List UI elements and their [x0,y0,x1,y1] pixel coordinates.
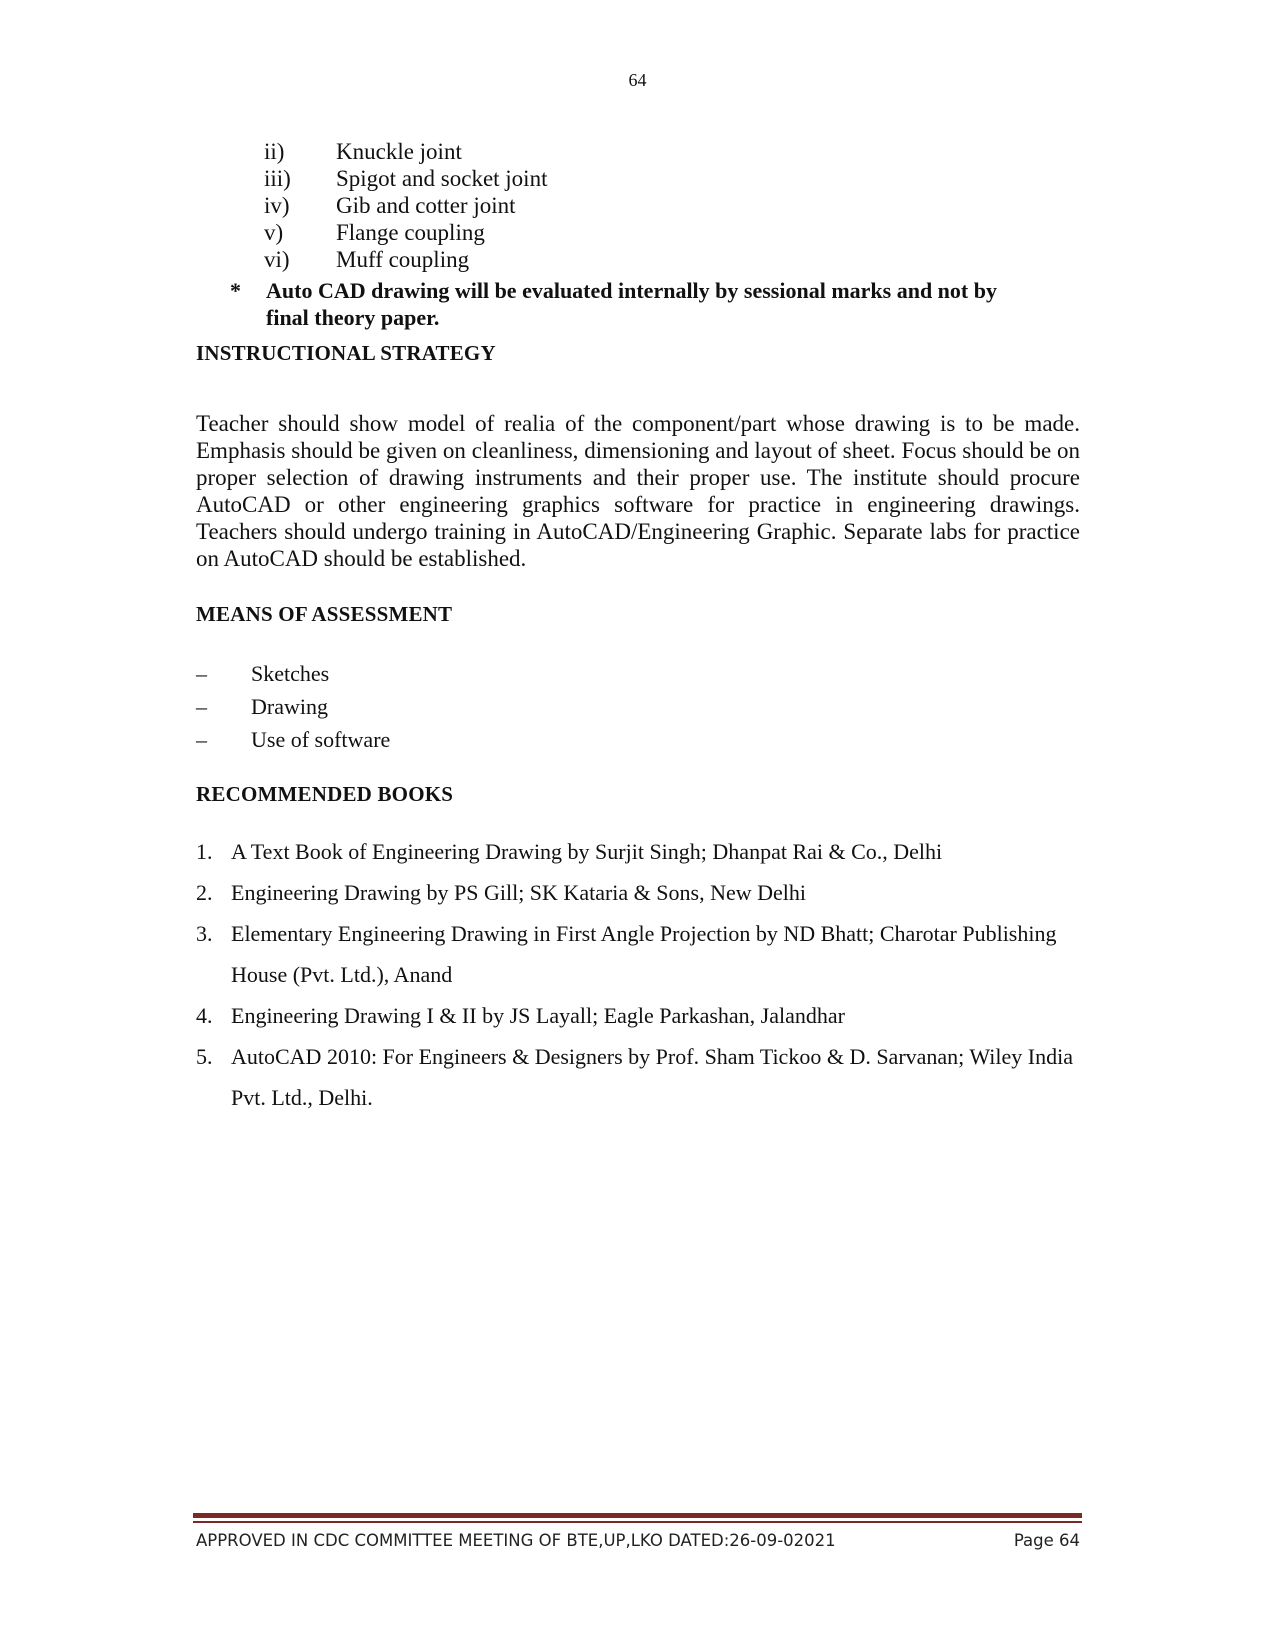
list-item [196,657,696,690]
recommended-books-heading: RECOMMENDED BOOKS [196,782,454,806]
book-number: 2. [196,880,213,905]
note-text: Auto CAD drawing will be evaluated internally by sessional marks and not by final theory paper. [266,278,997,330]
book-item [196,872,1086,913]
assessment-list [196,657,696,756]
list-item [196,723,696,756]
list-item-text: Use of software [251,727,391,752]
list-item-text: Drawing [251,694,328,719]
list-item [264,219,1024,246]
list-item-text: Knuckle joint [336,139,462,164]
list-item [264,192,1024,219]
note-marker: * [230,278,241,303]
list-item-number: iii) [264,166,291,191]
list-item-number: iv) [264,193,290,218]
book-number: 3. [196,921,213,946]
list-item-number: v) [264,220,284,245]
joint-list [264,138,1024,273]
book-item [196,995,1086,1036]
means-of-assessment-heading: MEANS OF ASSESSMENT [196,602,453,626]
list-item [196,690,696,723]
list-item [264,246,1024,273]
dash-marker: – [196,661,207,686]
list-item [264,165,1024,192]
footer-divider-thin [193,1521,1082,1523]
footer [196,1531,1080,1550]
book-number: 4. [196,1003,213,1028]
book-number: 5. [196,1044,213,1069]
list-item-text: Flange coupling [336,220,485,245]
list-item-text: Sketches [251,661,330,686]
instructional-strategy-heading: INSTRUCTIONAL STRATEGY [196,341,496,365]
book-text: AutoCAD 2010: For Engineers & Designers by Prof. Sham Tickoo & D. Sarvanan; Wiley India Pvt. Ltd., Delhi. [231,1044,1073,1110]
books-list [196,831,1086,1118]
list-item-number: vi) [264,247,290,272]
book-text: Engineering Drawing by PS Gill; SK Kataria & Sons, New Delhi [231,880,806,905]
list-item [264,138,1024,165]
book-item [196,913,1086,995]
book-number: 1. [196,839,213,864]
page-number-header: 64 [628,70,647,90]
autocad-note [230,277,1030,331]
dash-marker: – [196,727,207,752]
dash-marker: – [196,694,207,719]
book-item [196,831,1086,872]
book-text: A Text Book of Engineering Drawing by Surjit Singh; Dhanpat Rai & Co., Delhi [231,839,943,864]
list-item-text: Spigot and socket joint [336,166,548,191]
book-item [196,1036,1086,1118]
list-item-number: ii) [264,139,285,164]
book-text: Elementary Engineering Drawing in First Angle Projection by ND Bhatt; Charotar Publishing House (Pvt. Ltd.), Anand [231,921,1057,987]
footer-approval-text: APPROVED IN CDC COMMITTEE MEETING OF BTE,UP,LKO DATED:26-09-02021 [196,1531,836,1550]
list-item-text: Muff coupling [336,247,470,272]
footer-divider-thick [193,1513,1082,1518]
instructional-strategy-paragraph: Teacher should show model of realia of the component/part whose drawing is to be made. Emphasis should be given on cleanliness, dimensioning and layout of sheet. Focus should be on proper selection of drawing instruments and their proper use. The institute should procure AutoCAD or other engineering graphics software for practice in engineering drawings. Teachers should undergo training in AutoCAD/Engineering Graphic. Separate labs for practice on AutoCAD should be established. [196,411,1080,571]
list-item-text: Gib and cotter joint [336,193,516,218]
footer-page-label: Page 64 [1013,1531,1080,1550]
book-text: Engineering Drawing I & II by JS Layall; Eagle Parkashan, Jalandhar [231,1003,845,1028]
